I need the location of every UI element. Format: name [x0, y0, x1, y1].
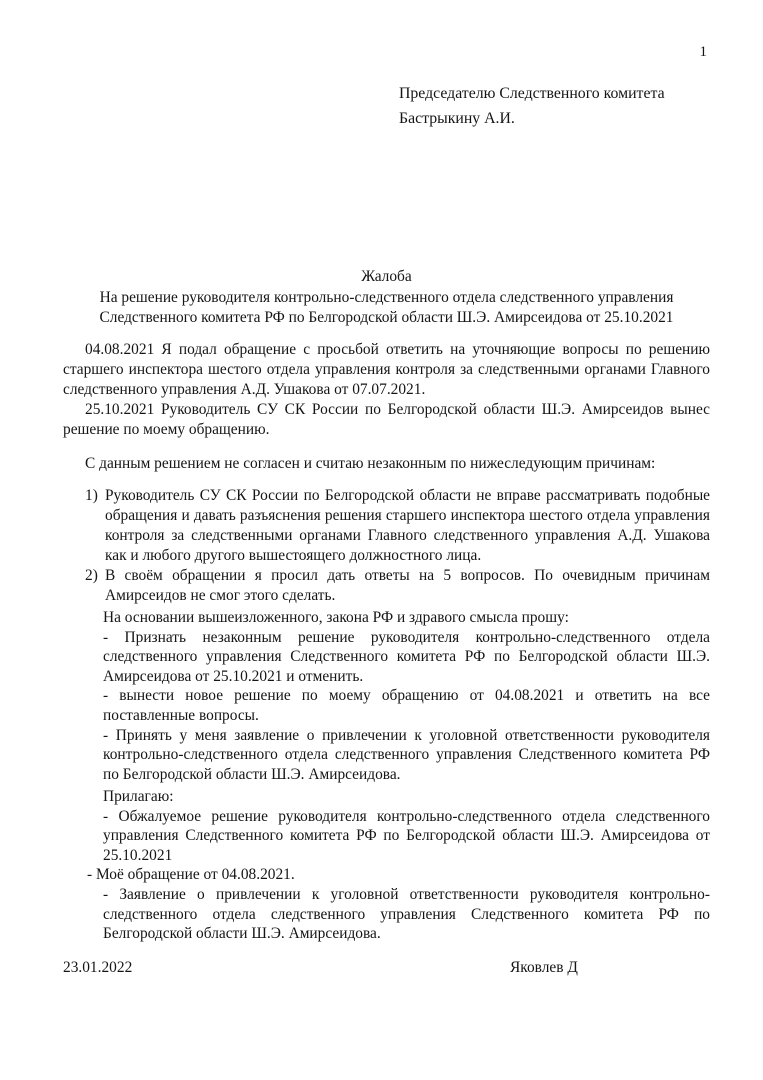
attachments-block [87, 787, 710, 944]
list-item [63, 566, 710, 606]
list-item-marker: 2) [85, 567, 98, 584]
title-block [63, 267, 710, 328]
list-item-text: В своём обращении я просил дать ответы на 5 вопросов. По очевидным причинам Амирсеидов не смог этого сделать. [105, 567, 710, 604]
paragraph-decision-issued: 25.10.2021 Руководитель СУ СК России по Белгородской области Ш.Э. Амирсеидов вынес решение по моему обращению. [63, 401, 710, 438]
list-item [63, 486, 710, 566]
addressee-block [399, 81, 729, 131]
request-block [103, 608, 710, 784]
request-item: - вынести новое решение по моему обращению от 04.08.2021 и ответить на все поставленные вопросы. [103, 687, 710, 724]
request-item: - Принять у меня заявление о привлечении к уголовной ответственности руководителя контрольно-следственного отдела следственного управления Следственного комитета РФ по Белгородской области Ш.Э. Амирсеидова. [103, 726, 710, 783]
attachment-item: - Заявление о привлечении к уголовной ответственности руководителя контрольно-следственного отдела следственного управления Следственного комитета РФ по Белгородской области Ш.Э. Амирсеидова. [103, 885, 710, 943]
request-intro: На основании вышеизложенного, закона РФ и здравого смысла прошу: [103, 609, 569, 626]
opening-paragraphs [63, 340, 710, 440]
attachment-item: - Обжалуемое решение руководителя контрольно-следственного отдела следственного управления Следственного комитета РФ по Белгородской области Ш.Э. Амирсеидова от 25.10.2021 [103, 807, 710, 864]
request-item: - Признать незаконным решение руководителя контрольно-следственного отдела следственного управления Следственного комитета РФ по Белгородской области Ш.Э. Амирсеидова от 25.10.2021 и отменить. [103, 628, 710, 685]
attachments-intro: Прилагаю: [103, 788, 174, 805]
list-item-marker: 1) [85, 487, 98, 504]
addressee-line2: Бастрыкину А.И. [399, 110, 515, 127]
reasons-list [63, 486, 710, 606]
list-item-text: Руководитель СУ СК России по Белгородской области не вправе рассматривать подобные обращения и давать разъяснения решения старшего инспектора шестого отдела управления контроля за следственными органами Главного следственного управления А.Д. Ушакова как и любого другого вышестоящего должностного лица. [105, 487, 710, 564]
subtitle-line2: Следственного комитета РФ по Белгородской области Ш.Э. Амирсеидова от 25.10.2021 [99, 309, 674, 326]
paragraph-appeal-filed: 04.08.2021 Я подал обращение с просьбой ответить на уточняющие вопросы по решению старшего инспектора шестого отдела управления контроля за следственными органами Главного следственного управления А.Д. Ушакова от 07.07.2021. [63, 341, 710, 398]
signature-name: Яковлев Д [510, 959, 578, 976]
subtitle-line1: На решение руководителя контрольно-следственного отдела следственного управления [99, 289, 674, 306]
disagreement-paragraph [63, 454, 710, 474]
addressee-line1: Председателю Следственного комитета [399, 85, 665, 102]
paragraph-disagreement: С данным решением не согласен и считаю незаконным по нижеследующим причинам: [85, 455, 656, 472]
attachment-item: - Моё обращение от 04.08.2021. [87, 866, 295, 884]
document-date: 23.01.2022 [63, 959, 133, 976]
document-title: Жалоба [361, 268, 412, 285]
page-number: 1 [699, 44, 707, 60]
